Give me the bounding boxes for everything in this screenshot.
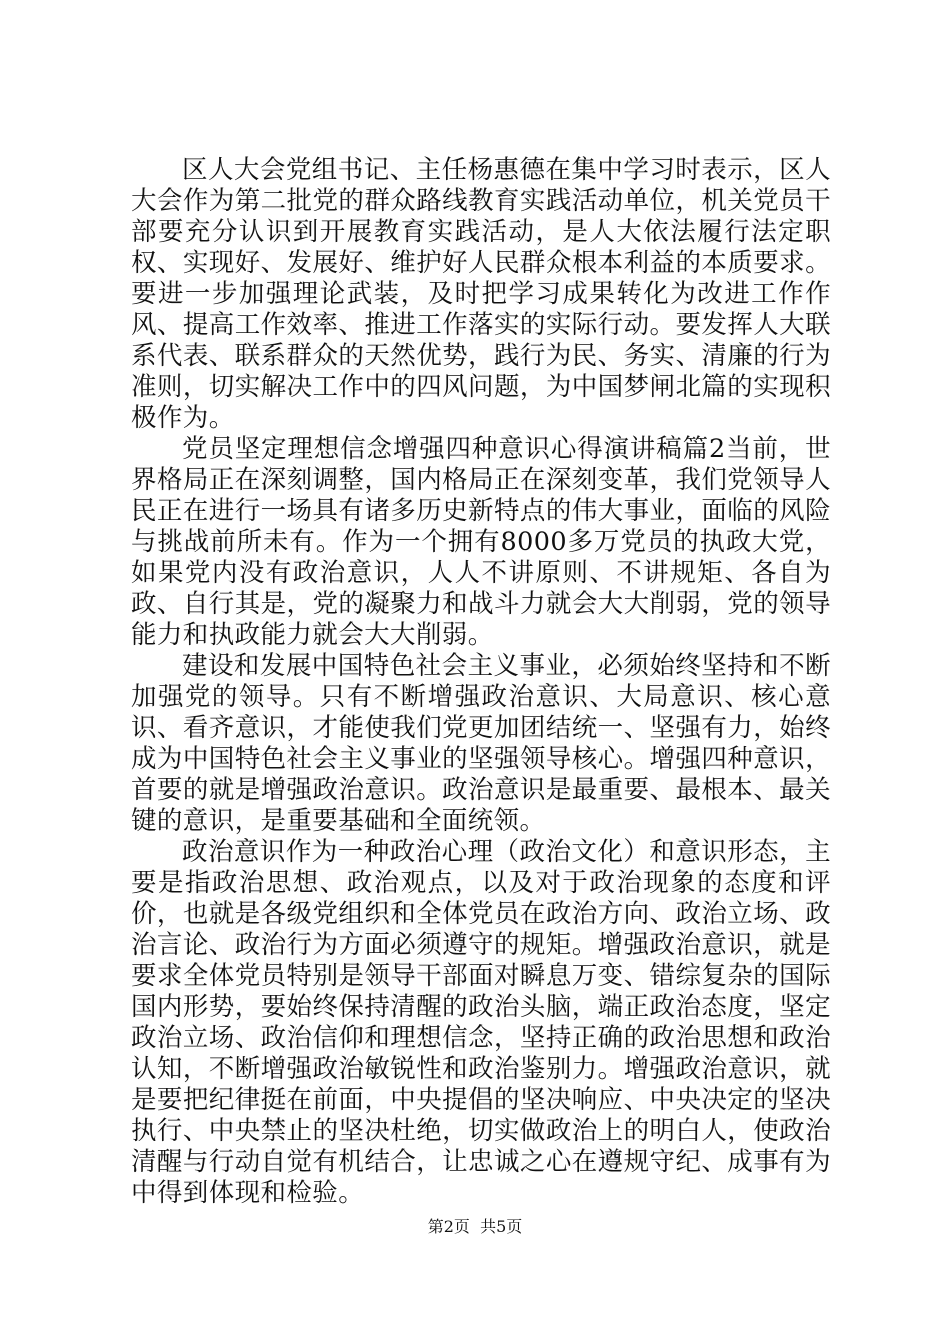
paragraph-1: 区人大会党组书记、主任杨惠德在集中学习时表示，区人大会作为第二批党的群众路线教育实践活动单位，机关党员干部要充分认识到开展教育实践活动，是人大依法履行法定职权、实现好、发展好、维护好人民群众根本利益的本质要求。要进一步加强理论武装，及时把学习成果转化为改进工作作风、提高工作效率、推进工作落实的实际行动。要发挥人大联系代表、联系群众的天然优势，践行为民、务实、清廉的行为准则，切实解决工作中的四风问题，为中国梦闸北篇的实现积极作为。 bbox=[131, 155, 831, 433]
paragraph-4: 政治意识作为一种政治心理（政治文化）和意识形态，主要是指政治思想、政治观点，以及对于政治现象的态度和评价，也就是各级党组织和全体党员在政治方向、政治立场、政治言论、政治行为方面必须遵守的规矩。增强政治意识，就是要求全体党员特别是领导干部面对瞬息万变、错综复杂的国际国内形势，要始终保持清醒的政治头脑，端正政治态度，坚定政治立场、政治信仰和理想信念，坚持正确的政治思想和政治认知，不断增强政治敏锐性和政治鉴别力。增强政治意识，就是要把纪律挺在前面，中央提倡的坚决响应、中央决定的坚决执行、中央禁止的坚决杜绝，切实做政治上的明白人，使政治清醒与行动自觉有机结合，让忠诚之心在遵规守纪、成事有为中得到体现和检验。 bbox=[131, 837, 831, 1208]
paragraph-3: 建设和发展中国特色社会主义事业，必须始终坚持和不断加强党的领导。只有不断增强政治意识、大局意识、核心意识、看齐意识，才能使我们党更加团结统一、坚强有力，始终成为中国特色社会主义事业的坚强领导核心。增强四种意识，首要的就是增强政治意识。政治意识是最重要、最根本、最关键的意识，是重要基础和全面统领。 bbox=[131, 651, 831, 836]
page-number: 第2页 共5页 bbox=[427, 1217, 523, 1236]
document-body bbox=[131, 155, 831, 1209]
paragraph-2: 党员坚定理想信念增强四种意识心得演讲稿篇2当前，世界格局正在深刻调整，国内格局正在深刻变革，我们党领导人民正在进行一场具有诸多历史新特点的伟大事业，面临的风险与挑战前所未有。作为一个拥有8000多万党员的执政大党，如果党内没有政治意识，人人不讲原则、不讲规矩、各自为政、自行其是，党的凝聚力和战斗力就会大大削弱，党的领导能力和执政能力就会大大削弱。 bbox=[131, 434, 831, 650]
page-footer bbox=[0, 1217, 950, 1237]
